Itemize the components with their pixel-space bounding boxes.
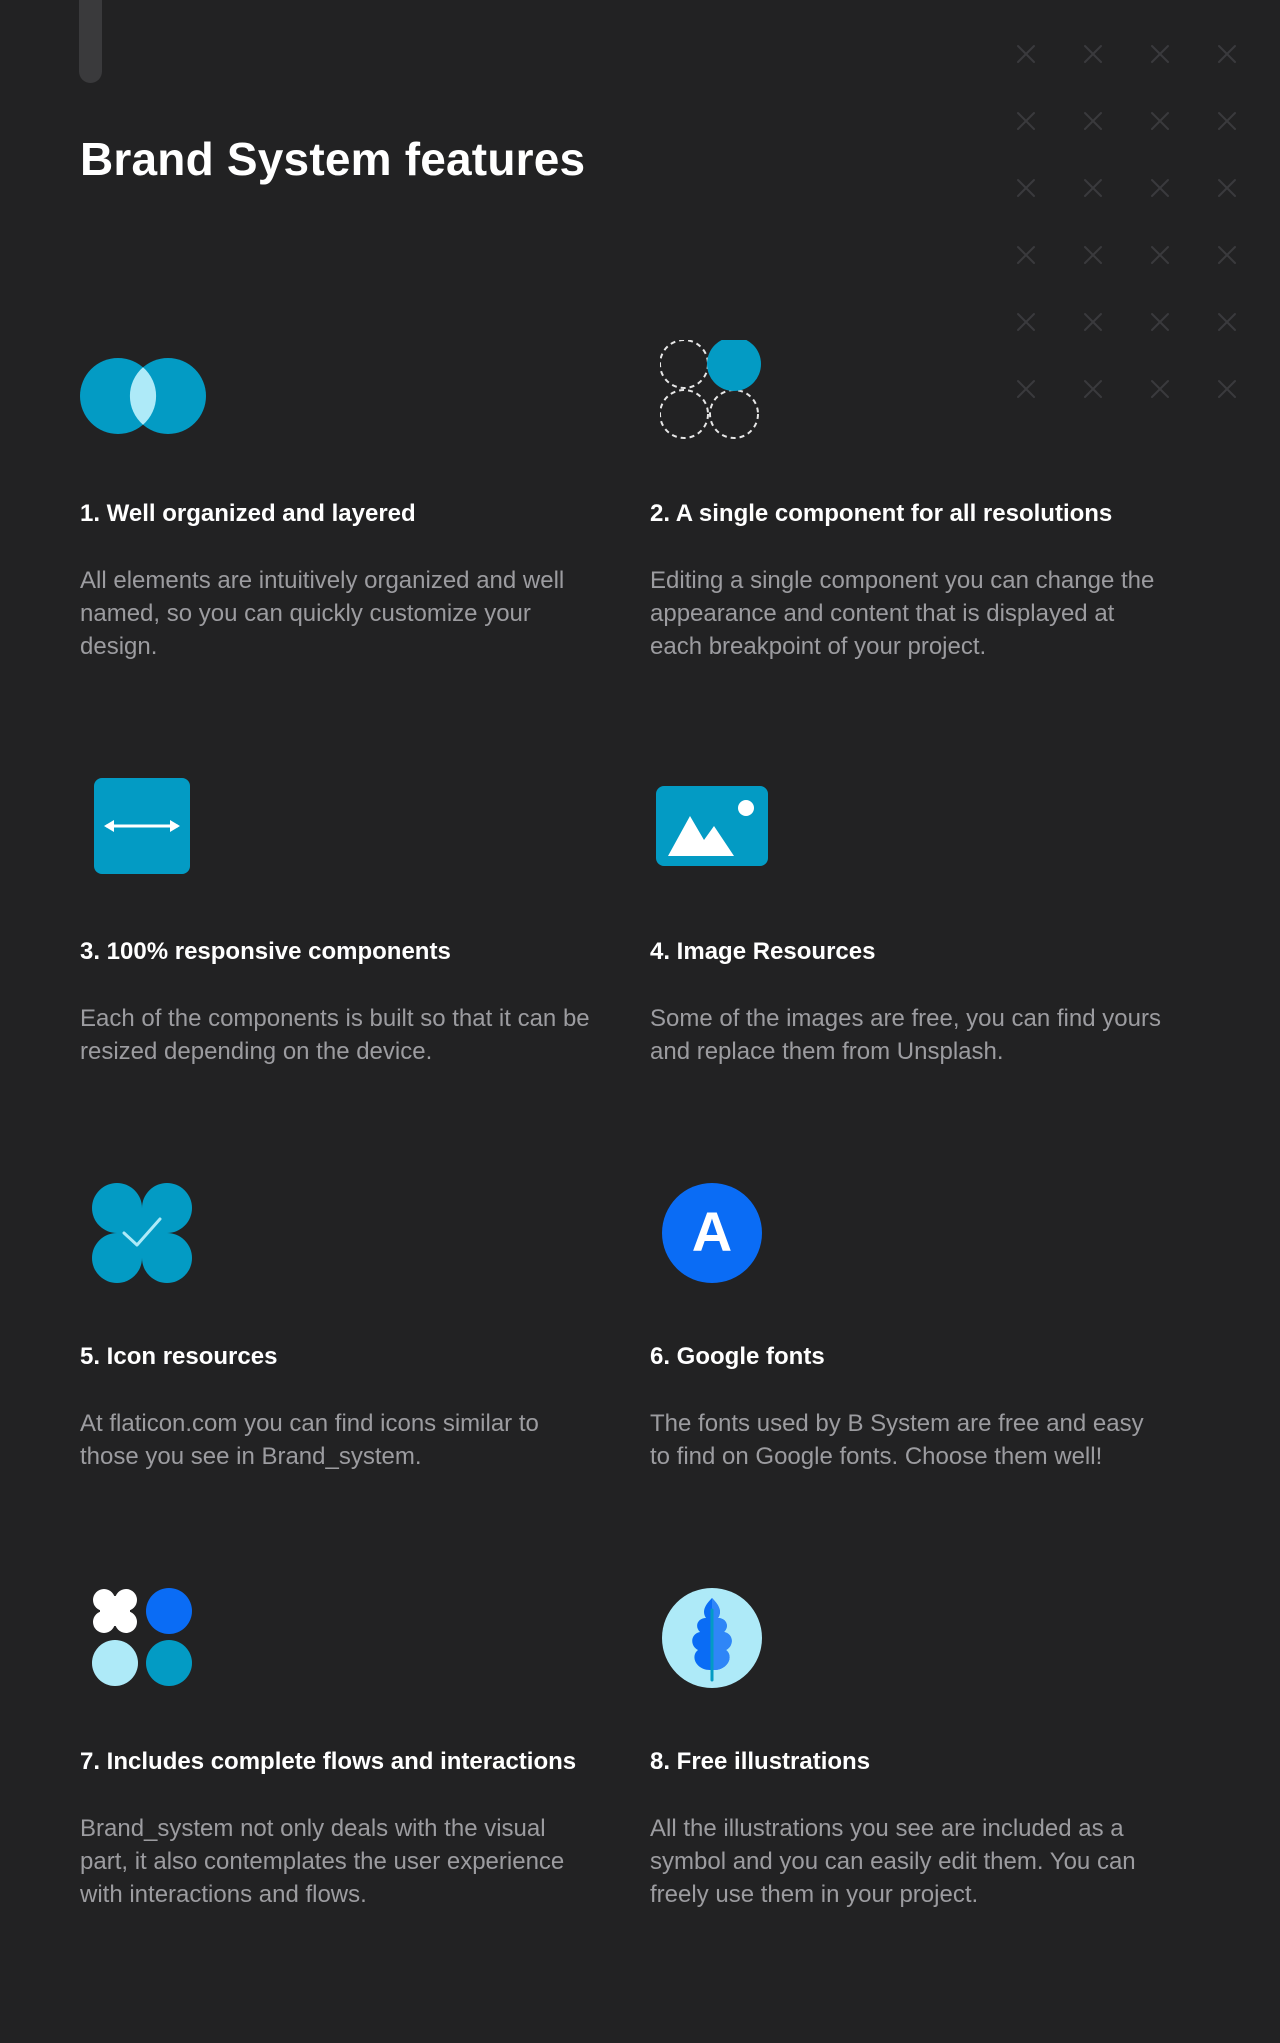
feature-description: Editing a single component you can change the appearance and content that is displayed at each breakpoint of your project. — [650, 567, 1155, 660]
font-letter-icon — [662, 1183, 772, 1293]
feature-title: 3. 100% responsive components — [80, 938, 451, 965]
feature-title: 7. Includes complete flows and interactions — [80, 1748, 577, 1775]
decorative-x-pattern — [1012, 40, 1252, 400]
feature-description: All elements are intuitively organized and well named, so you can quickly customize your design. — [80, 567, 565, 660]
feature-description: At flaticon.com you can find icons similar to those you see in Brand_system. — [80, 1410, 539, 1470]
feature-title: 6. Google fonts — [650, 1343, 825, 1370]
checkmark-clover-icon — [92, 1183, 202, 1293]
leaf-illustration-icon — [662, 1588, 772, 1698]
feature-description: Each of the components is built so that it can be resized depending on the device. — [80, 1005, 590, 1065]
feature-title: 2. A single component for all resolutions — [650, 500, 1113, 527]
feature-title: 4. Image Resources — [650, 938, 876, 965]
feature-description: Some of the images are free, you can find yours and replace them from Unsplash. — [650, 1005, 1161, 1065]
page-title: Brand System features — [80, 133, 586, 185]
feature-title: 8. Free illustrations — [650, 1748, 871, 1775]
overlapping-circles-icon — [80, 348, 220, 448]
resize-arrows-icon — [94, 778, 204, 878]
single-component-icon — [660, 340, 770, 444]
feature-description: All the illustrations you see are included as a symbol and you can easily edit them. You can freely use them in your project. — [650, 1815, 1136, 1908]
feature-title: 5. Icon resources — [80, 1343, 278, 1370]
feature-description: Brand_system not only deals with the visual part, it also contemplates the user experience with interactions and flows. — [80, 1815, 565, 1908]
feature-description: The fonts used by B System are free and easy to find on Google fonts. Choose them well! — [650, 1410, 1144, 1470]
image-icon — [656, 786, 776, 886]
flows-grid-icon — [92, 1588, 202, 1698]
font-letter: A — [691, 1200, 733, 1263]
scroll-handle[interactable] — [79, 0, 102, 83]
feature-title: 1. Well organized and layered — [80, 500, 416, 527]
